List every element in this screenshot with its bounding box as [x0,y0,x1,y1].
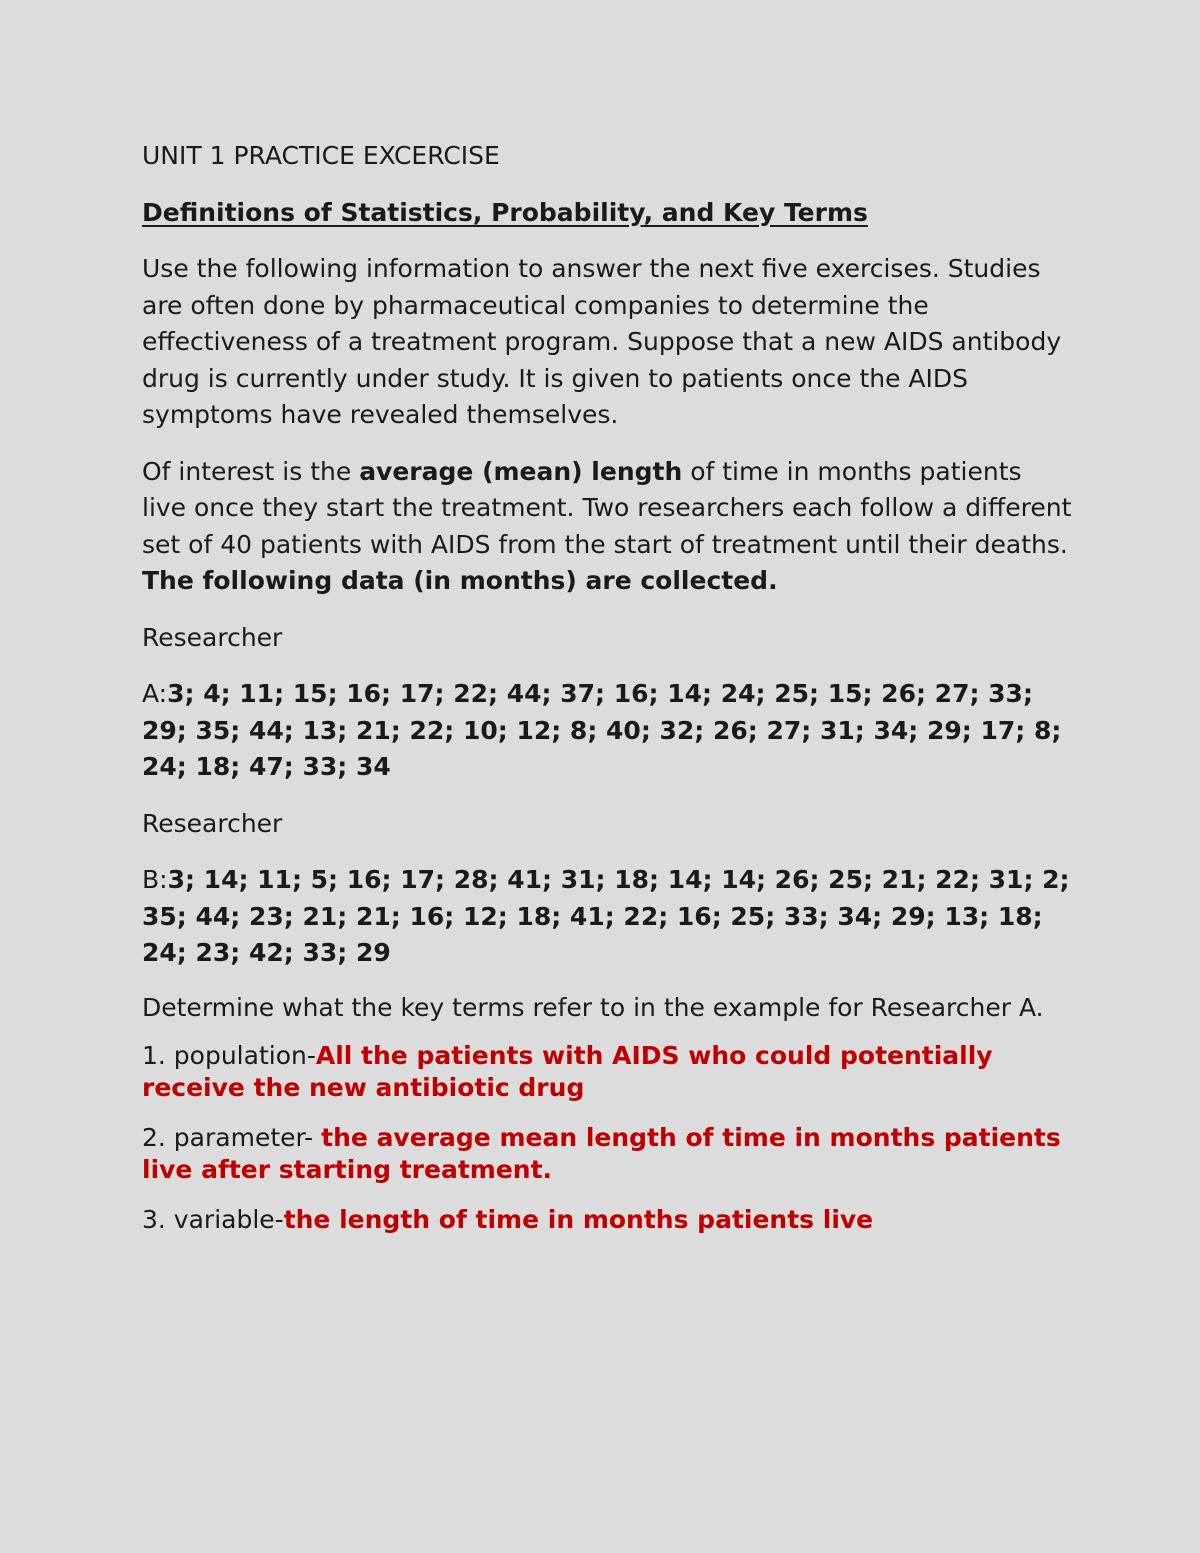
answer-population [142,1040,1072,1105]
researcher-a-prefix: A: [142,679,168,708]
answer-parameter [142,1122,1072,1187]
answer-text: the average mean length of time in months patients live after starting treatment. [142,1122,1061,1184]
section-heading: Definitions of Statistics, Probability, and Key Terms [142,197,868,227]
intro-paragraph: Use the following information to answer the next five exercises. Studies are often done by pharmaceutical companies to determine the effectiveness of a treatment program. Suppose that a new AIDS antibody drug is currently under study. It is given to patients once the AIDS symptoms have revealed themselves. [142,254,1062,429]
study-description-paragraph [142,454,1072,600]
key-terms-prompt: Determine what the key terms refer to in the example for Researcher A. [142,992,1044,1022]
para2-bold-mean-length: average (mean) length [359,456,683,486]
answer-text: All the patients with AIDS who could potentially receive the new antibiotic drug [142,1040,993,1102]
para2-text-start: Of interest is the [142,456,360,486]
answer-term: 2. parameter- [142,1122,322,1152]
para2-text-middle: of time in months patients live once they start the treatment. Two researchers each follow a different set of 40 patients with AIDS from the start of treatment until their deaths. [142,456,1072,559]
researcher-b-values: 3; 14; 11; 5; 16; 17; 28; 41; 31; 18; 14; 14; 26; 25; 21; 22; 31; 2; 35; 44; 23; 21; 21; 16; 12; 18; 41; 22; 16; 25; 33; 34; 29; 13; 18; 24; 23; 42; 33; 29 [142,865,1070,967]
document-body [142,138,1072,1253]
answer-text: the length of time in months patients live [283,1204,874,1234]
answer-variable [142,1204,1072,1237]
answer-term: 1. population- [142,1040,316,1070]
para2-bold-data-collected: The following data (in months) are collected. [142,566,778,595]
researcher-b-prefix: B: [142,865,168,894]
researcher-a-data [142,676,1072,786]
researcher-b-label: Researcher [142,808,283,838]
answer-term: 3. variable- [142,1204,284,1234]
researcher-b-data [142,862,1072,972]
researcher-a-values: 3; 4; 11; 15; 16; 17; 22; 44; 37; 16; 14; 24; 25; 15; 26; 27; 33; 29; 35; 44; 13; 21; 22; 10; 12; 8; 40; 32; 26; 27; 31; 34; 29; 17; 8; 24; 18; 47; 33; 34 [142,679,1062,781]
researcher-a-label: Researcher [142,622,283,652]
document-title: UNIT 1 PRACTICE EXCERCISE [142,141,500,170]
